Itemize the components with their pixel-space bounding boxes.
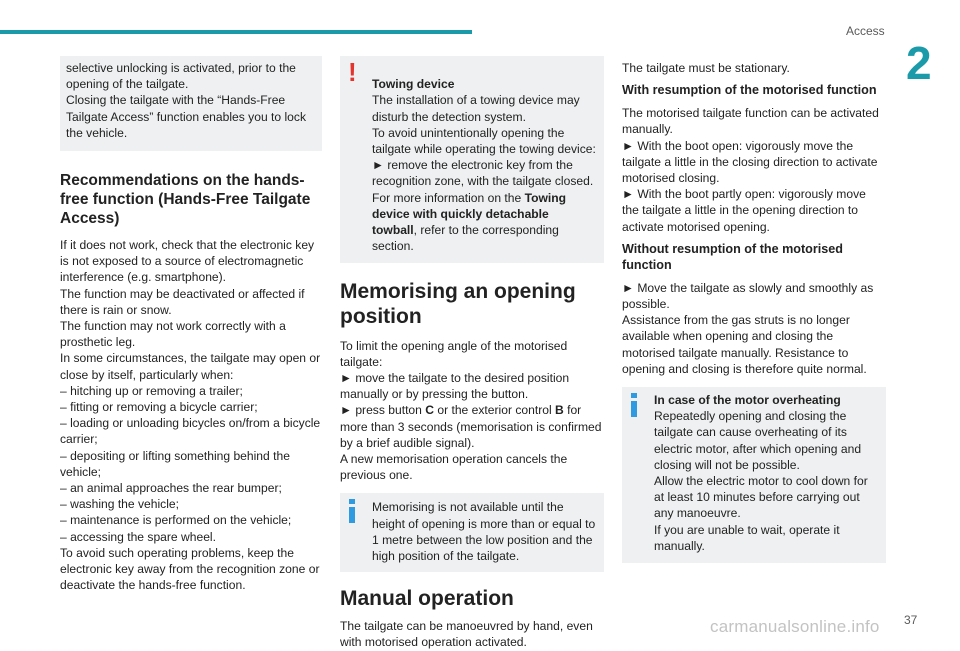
info-icon bbox=[631, 393, 637, 417]
button-c-label: C bbox=[425, 403, 434, 418]
without-resumption-body: ► Move the tailgate as slowly and smoothly as possible. Assistance from the gas struts is no longer available when opening and closing the motorised tailgate manually. Resistance to opening and closing is therefore quite normal. bbox=[622, 280, 874, 376]
overheating-body: Repeatedly opening and closing the tailgate can cause overheating of its electric motor, after which opening and closing will not be possible. Allow the electric motor to cool down for at least 10 minutes before carrying out any manoeuvre. If you are unable to wait, operate it manually. bbox=[654, 409, 868, 553]
memorising-or: or the exterior control bbox=[434, 403, 555, 418]
towing-alert-box bbox=[340, 56, 604, 263]
hands-free-body: If it does not work, check that the electronic key is not exposed to a source of electromagnetic interference (e.g. smartphone). The function may be deactivated or affected if there is rain or snow. The function may not work correctly with a prosthetic leg. In some circumstances, the tailgate may open or close by itself, particularly when: – hitching up or removing a trailer; – fitting or removing a bicycle carrier; – loading or unloading bicycles on/from a bicycle carrier; – depositing or lifting something behind the vehicle; – an animal approaches the rear bumper; – washing the vehicle; – maintenance is performed on the vehicle; – accessing the spare wheel. To avoid such operating problems, keep the electronic key away from the recognition zone or deactivate the hands-free function. bbox=[60, 238, 321, 593]
page-number: 37 bbox=[904, 613, 918, 627]
warning-icon: ! bbox=[348, 57, 357, 87]
watermark: carmanualsonline.info bbox=[710, 617, 880, 636]
overheating-info-box bbox=[622, 387, 886, 563]
continued-note-text: selective unlocking is activated, prior to the opening of the tailgate. Closing the tailgate with the “Hands-Free Tailgate Access” function enables you to lock the vehicle. bbox=[66, 61, 306, 140]
towing-alert-title: Towing device bbox=[372, 77, 455, 92]
column-3 bbox=[622, 56, 886, 563]
memorising-info-box bbox=[340, 493, 604, 572]
towing-alert-body: The installation of a towing device may disturb the detection system. To avoid unintentionally opening the tailgate while operating the towing device: ► remove the electronic key from the recognition zone, with the tailgate closed. For more information on the bbox=[372, 93, 596, 205]
control-b-label: B bbox=[555, 403, 564, 418]
hands-free-heading: Recommendations on the hands-free function (Hands-Free Tailgate Access) bbox=[60, 172, 311, 228]
towing-alert-end: , refer to the corresponding section. bbox=[372, 223, 559, 254]
memorising-intro: To limit the opening angle of the motorised tailgate: ► move the tailgate to the desired position manually or by pressing the button. ► press button bbox=[340, 338, 570, 418]
with-resumption-heading: With resumption of the motorised function bbox=[622, 83, 877, 98]
column-1 bbox=[60, 56, 322, 593]
column-2 bbox=[340, 56, 604, 651]
continued-note-box bbox=[60, 56, 322, 151]
stationary-text: The tailgate must be stationary. bbox=[622, 61, 790, 75]
with-resumption-body: The motorised tailgate function can be activated manually. ► With the boot open: vigorously move the tailgate a little in the closing direction to activate motorised closing. ► With the boot partly open: vigorously move the tailgate a little in the opening direction to activate motorised opening. bbox=[622, 106, 879, 234]
memorising-body bbox=[340, 338, 604, 484]
memorising-rest: for more than 3 seconds (memorisation is confirmed by a brief audible signal). A new memorisation operation cancels the previous one. bbox=[340, 403, 602, 483]
info-icon bbox=[349, 499, 355, 523]
towing-alert-link: Towing device with quickly detachable towball bbox=[372, 190, 567, 238]
memorising-info-text: Memorising is not available until the height of opening is more than or equal to 1 metre between the low position and the high position of the tailgate. bbox=[372, 500, 596, 564]
manual-operation-heading: Manual operation bbox=[340, 587, 514, 611]
header-accent-rule bbox=[0, 30, 472, 34]
memorising-heading: Memorising an opening position bbox=[340, 279, 576, 328]
without-resumption-heading: Without resumption of the motorised function bbox=[622, 241, 843, 272]
manual-operation-body: The tailgate can be manoeuvred by hand, even with motorised operation activated. bbox=[340, 619, 593, 650]
section-title: Access bbox=[846, 24, 885, 38]
chapter-number: 2 bbox=[906, 37, 932, 89]
overheating-title: In case of the motor overheating bbox=[654, 393, 841, 408]
